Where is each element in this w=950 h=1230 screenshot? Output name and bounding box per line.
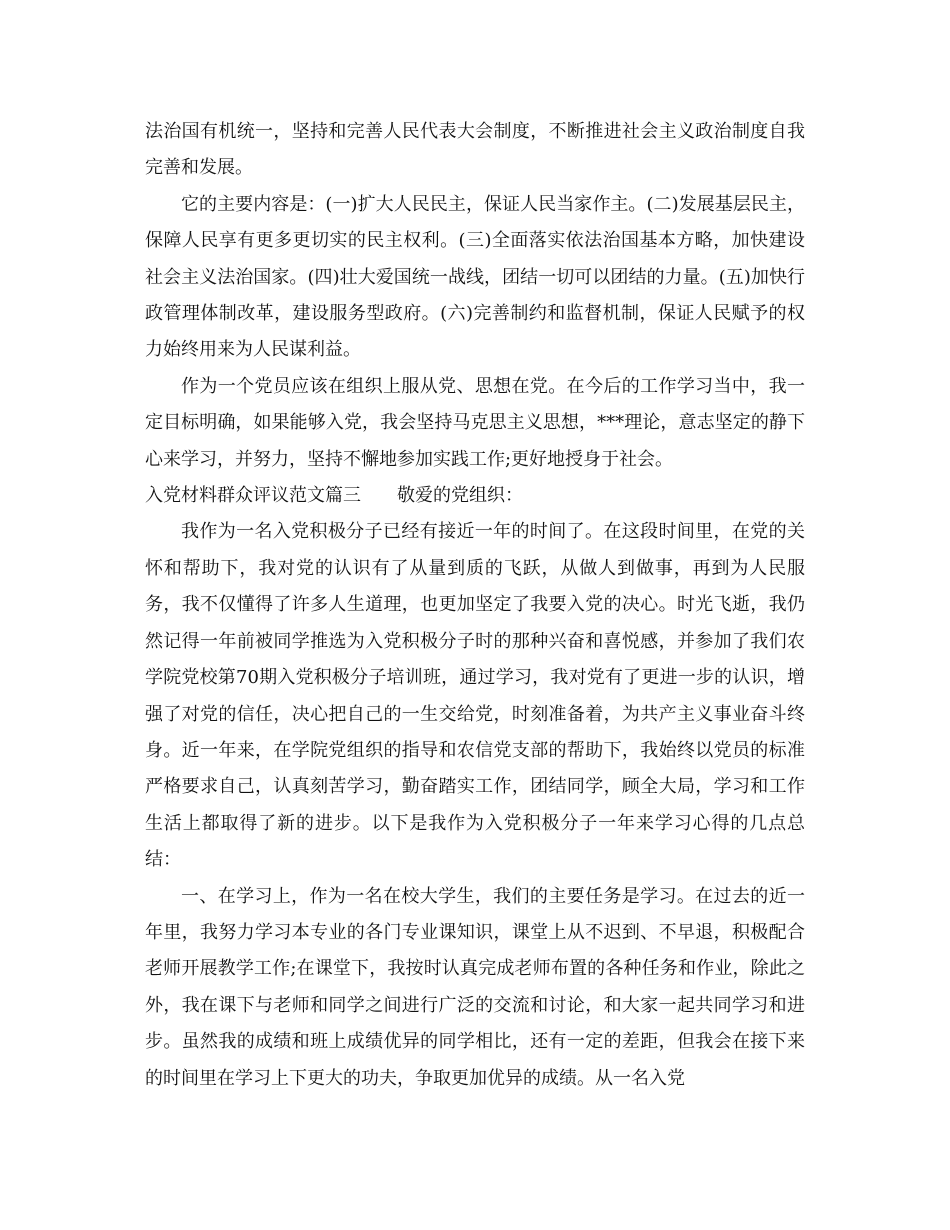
paragraph-4: 我作为一名入党积极分子已经有接近一年的时间了。在这段时间里，在党的关怀和帮助下，我对党的认识有了从量到质的飞跃，从做人到做事，再到为人民服务，我不仅懂得了许多人生道理，也更加坚定了我要入党的决心。时光飞逝，我仍然记得一年前被同学推选为入党积极分子时的那种兴奋和喜悦感，并参加了我们农学院党校第70期入党积极分子培训班，通过学习，我对党有了更进一步的认识，增强了对党的信任，决心把自己的一生交给党，时刻准备着，为共产主义事业奋斗终身。近一年来，在学院党组织的指导和农信党支部的帮助下，我始终以党员的标准严格要求自己，认真刻苦学习，勤奋踏实工作，团结同学，顾全大局，学习和工作生活上都取得了新的进步。以下是我作为入党积极分子一年来学习心得的几点总结： xyxy=(145,521,805,871)
paragraph-3: 作为一个党员应该在组织上服从党、思想在党。在今后的工作学习当中，我一定目标明确，如果能够入党，我会坚持马克思主义思想，***理论，意志坚定的静下心来学习，并努力，坚持不懈地参加实践工作;更好地授身于社会。 xyxy=(145,375,805,470)
paragraph-1: 法治国有机统一，坚持和完善人民代表大会制度，不断推进社会主义政治制度自我完善和发展。 xyxy=(145,121,805,179)
document-body xyxy=(145,114,805,1097)
section-heading: 入党材料群众评议范文篇三 敬爱的党组织： xyxy=(145,485,523,507)
paragraph-5: 一、在学习上，作为一名在校大学生，我们的主要任务是学习。在过去的近一年里，我努力学习本专业的各门专业课知识，课堂上从不迟到、不早退，积极配合老师开展教学工作;在课堂下，我按时认真完成老师布置的各种任务和作业，除此之外，我在课下与老师和同学之间进行广泛的交流和讨论，和大家一起共同学习和进步。虽然我的成绩和班上成绩优异的同学相比，还有一定的差距，但我会在接下来的时间里在学习上下更大的功夫，争取更加优异的成绩。从一名入党 xyxy=(145,885,805,1089)
paragraph-2: 它的主要内容是：(一)扩大人民民主，保证人民当家作主。(二)发展基层民主，保障人民享有更多更切实的民主权利。(三)全面落实依法治国基本方略，加快建设社会主义法治国家。(四)壮大爱国统一战线，团结一切可以团结的力量。(五)加快行政管理体制改革，建设服务型政府。(六)完善制约和监督机制，保证人民赋予的权力始终用来为人民谋利益。 xyxy=(145,193,805,361)
